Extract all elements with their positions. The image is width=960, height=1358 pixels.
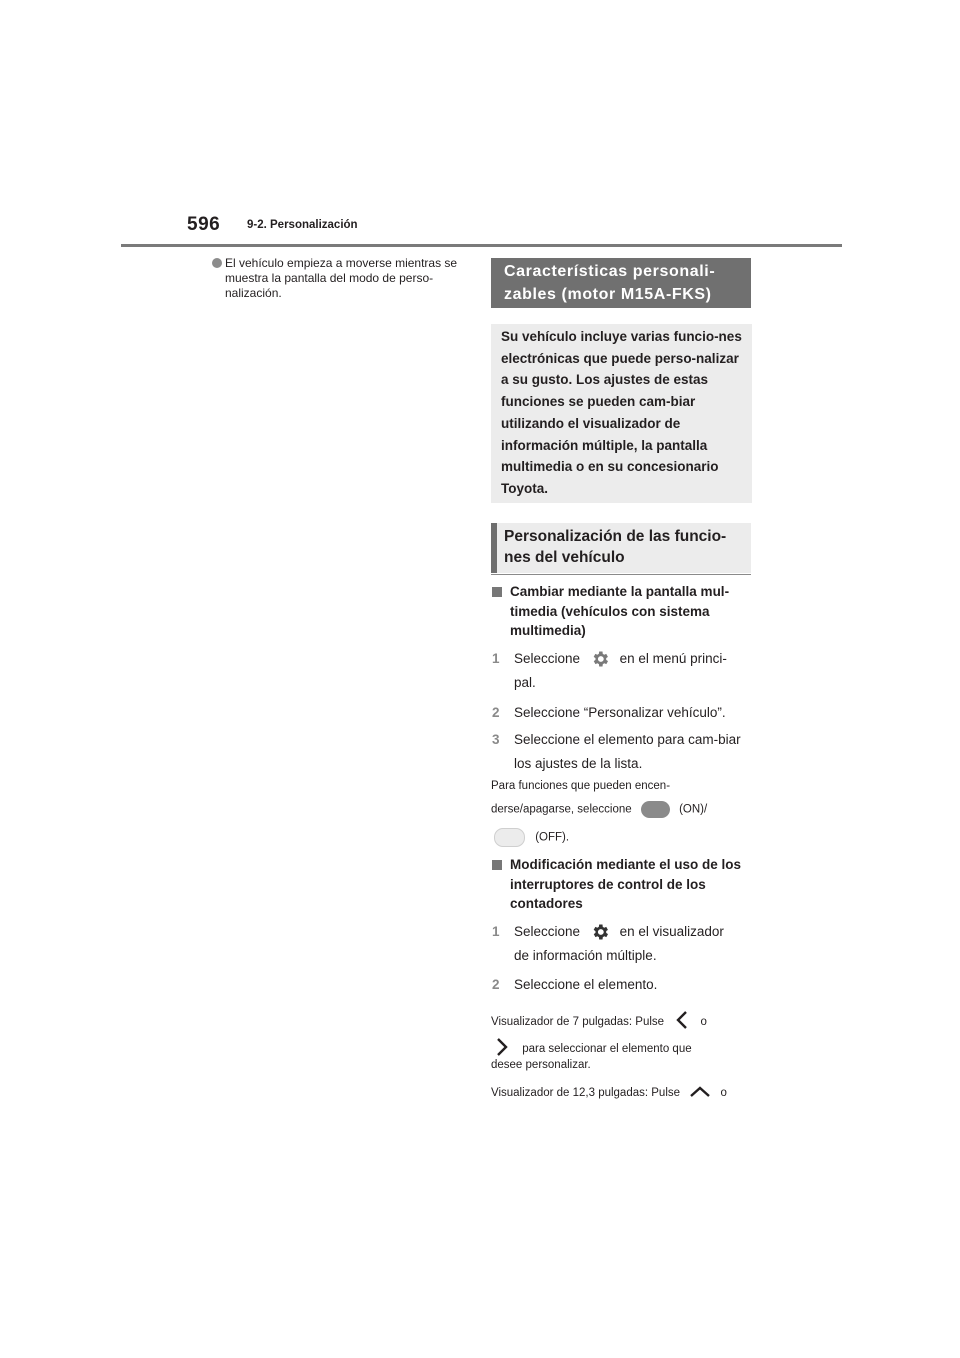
step-number: 1	[492, 651, 500, 666]
note-text: (OFF).	[535, 831, 570, 844]
left-note-text: El vehículo empieza a moverse mientras se muestra la pantalla del modo de perso-nalización.	[225, 256, 458, 300]
toggle-note-line-2	[491, 801, 707, 818]
gear-icon	[590, 922, 610, 942]
note-text: derse/apagarse, seleccione	[491, 803, 632, 816]
step-number: 1	[492, 924, 500, 939]
note-text: para seleccionar el elemento que	[522, 1043, 692, 1056]
page-number: 596	[187, 214, 221, 235]
bullet-dot-icon	[212, 258, 222, 268]
intro-box	[491, 324, 752, 503]
title-underline	[491, 574, 751, 575]
left-note	[212, 256, 468, 301]
square-bullet-icon	[492, 587, 502, 597]
step-text: en el menú princi-	[619, 651, 727, 666]
note-text: o	[700, 1016, 707, 1029]
multimedia-heading-text: Cambiar mediante la pantalla mul-timedia (vehículos con sistema multimedia)	[510, 584, 730, 638]
customizable-features-title-text: Características personali-zables (motor M15A-FKS)	[504, 263, 716, 303]
chevron-up-icon	[689, 1084, 711, 1102]
toggle-note-line-3	[494, 828, 569, 847]
customizable-features-title	[491, 258, 751, 308]
step-text: Seleccione el elemento.	[514, 977, 658, 992]
step-text: en el visualizador	[619, 924, 724, 939]
toggle-off-icon	[494, 828, 525, 847]
meters-step-2	[491, 973, 753, 997]
meters-step-1	[491, 920, 753, 968]
toggle-on-icon	[641, 801, 670, 818]
step-number: 3	[492, 732, 500, 747]
note-text: Visualizador de 12,3 pulgadas: Pulse	[491, 1087, 681, 1100]
step-number: 2	[492, 705, 500, 720]
step-number: 2	[492, 977, 500, 992]
step-text: pal.	[514, 675, 536, 690]
section-title: 9-2. Personalización	[247, 219, 358, 231]
vehicle-functions-title-text: Personalización de las funcio-nes del vehículo	[504, 528, 727, 566]
multimedia-step-2	[491, 701, 753, 725]
note-text: (ON)/	[679, 803, 708, 816]
vehicle-functions-title	[491, 523, 751, 573]
title-bar	[491, 523, 497, 573]
seven-inch-line-1	[491, 1010, 707, 1034]
header-rule	[121, 244, 842, 247]
chevron-left-icon	[675, 1010, 689, 1034]
toggle-note-line-1: Para funciones que pueden encen-	[491, 780, 671, 792]
step-text: Seleccione “Personalizar vehículo”.	[514, 705, 726, 720]
multimedia-heading	[491, 582, 753, 641]
gear-icon	[590, 649, 610, 669]
seven-inch-line-3: desee personalizar.	[491, 1059, 591, 1071]
step-text: Seleccione el elemento para cam-biar los ajustes de la lista.	[514, 732, 741, 771]
multimedia-step-3	[491, 728, 753, 776]
twelve-inch-line-1	[491, 1084, 727, 1102]
intro-text: Su vehículo incluye varias funcio-nes electrónicas que puede perso-nalizar a su gusto. Los ajustes de estas funciones se pueden cam-biar utilizando el visualizador de información múltiple, la pantalla multimedia o en su concesionario Toyota.	[501, 329, 742, 496]
square-bullet-icon	[492, 860, 502, 870]
meters-heading-text: Modificación mediante el uso de los interruptores de control de los contadores	[510, 857, 742, 911]
step-text: de información múltiple.	[514, 948, 657, 963]
note-text: o	[720, 1087, 727, 1100]
meters-heading	[491, 855, 753, 914]
step-text: Seleccione	[514, 924, 581, 939]
multimedia-step-1	[491, 647, 753, 695]
step-text: Seleccione	[514, 651, 581, 666]
note-text: Visualizador de 7 pulgadas: Pulse	[491, 1016, 665, 1029]
